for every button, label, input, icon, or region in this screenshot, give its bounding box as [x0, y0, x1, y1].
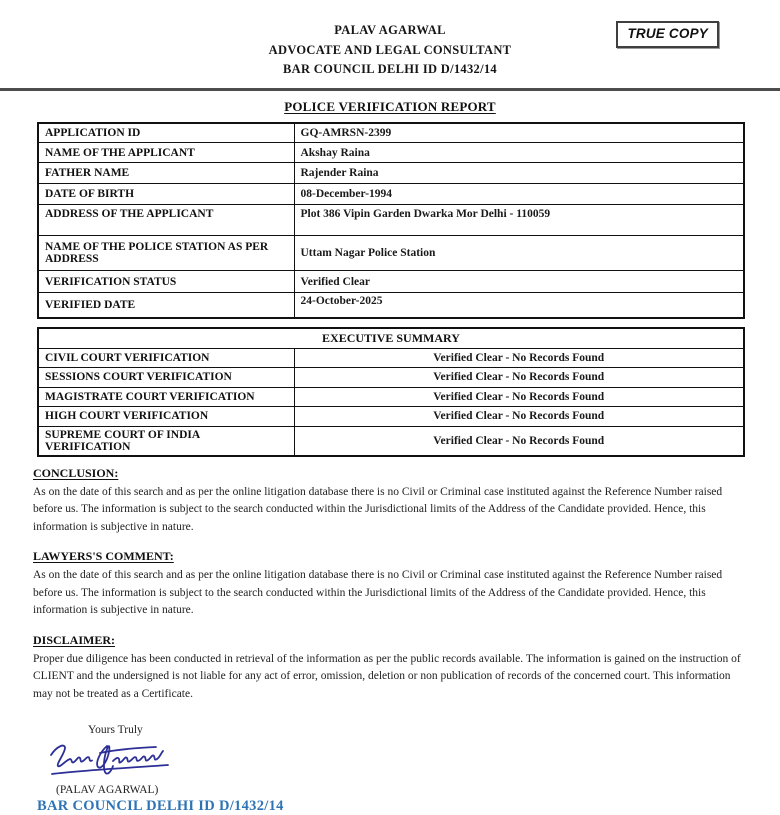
true-copy-stamp — [616, 21, 719, 48]
handwritten-signature-image — [44, 739, 176, 783]
row-value: Akshay Raina — [294, 143, 744, 163]
row-value: Plot 386 Vipin Garden Dwarka Mor Delhi - 110059 — [294, 205, 744, 236]
row-value: Rajender Raina — [294, 163, 744, 184]
executive-summary-title: EXECUTIVE SUMMARY — [38, 328, 744, 349]
document-title: POLICE VERIFICATION REPORT — [284, 98, 496, 114]
row-label: DATE OF BIRTH — [38, 184, 294, 205]
row-value: Verified Clear — [294, 271, 744, 293]
executive-summary-header-row — [38, 328, 744, 349]
row-label: NAME OF THE POLICE STATION AS PER ADDRESS — [38, 236, 294, 271]
row-label: ADDRESS OF THE APPLICANT — [38, 205, 294, 236]
row-label: FATHER NAME — [38, 163, 294, 184]
table-row — [38, 293, 744, 318]
advocate-bar-id: BAR COUNCIL DELHI ID D/1432/14 — [283, 62, 497, 76]
table-row — [38, 387, 744, 407]
row-value: Verified Clear - No Records Found — [294, 426, 744, 456]
table-row — [38, 426, 744, 456]
header-divider-rule — [0, 88, 780, 91]
closing-text: Yours Truly — [88, 724, 143, 736]
table-row — [38, 184, 744, 205]
table-row — [38, 271, 744, 293]
table-row — [38, 407, 744, 427]
row-label: APPLICATION ID — [38, 123, 294, 143]
lawyers-comment-heading: LAWYERS'S COMMENT: — [33, 549, 174, 563]
row-label: MAGISTRATE COURT VERIFICATION — [38, 387, 294, 407]
advocate-name: PALAV AGARWAL — [334, 23, 446, 37]
conclusion-heading: CONCLUSION: — [33, 465, 119, 480]
section-lawyers-comment — [33, 549, 749, 620]
row-value: 24-October-2025 — [294, 293, 744, 318]
disclaimer-body: Proper due diligence has been conducted in retrieval of the information as per the public records available. The information is gained on the instruction of CLIENT and the undersigned is not liable for any act of error, omission, deletion or non publication of records of the concerned court. This information may not be treated as a Certificate. — [33, 652, 741, 700]
executive-summary-table — [37, 327, 745, 457]
table-row — [38, 163, 744, 184]
table-row — [38, 236, 744, 271]
row-label: VERIFIED DATE — [38, 293, 294, 318]
signatory-name: (PALAV AGARWAL) — [56, 784, 159, 796]
row-value: Verified Clear - No Records Found — [294, 348, 744, 368]
row-label: CIVIL COURT VERIFICATION — [38, 348, 294, 368]
row-label: NAME OF THE APPLICANT — [38, 143, 294, 163]
row-value: Verified Clear - No Records Found — [294, 368, 744, 388]
row-value: Verified Clear - No Records Found — [294, 387, 744, 407]
table-row — [38, 348, 744, 368]
true-copy-stamp-label: TRUE COPY — [627, 26, 708, 41]
section-conclusion — [33, 466, 749, 537]
section-disclaimer — [33, 633, 749, 704]
row-value: Uttam Nagar Police Station — [294, 236, 744, 271]
row-value: GQ-AMRSN-2399 — [294, 123, 744, 143]
row-label: SESSIONS COURT VERIFICATION — [38, 368, 294, 388]
applicant-details-table — [37, 122, 745, 319]
row-label: VERIFICATION STATUS — [38, 271, 294, 293]
lawyers-comment-body: As on the date of this search and as per the online litigation database there is no Civil or Criminal case instituted against the Reference Number raised before us. The information is subject to the search conducted within the Jurisdictional limits of the Address of the Candidate provided. Hence, this information is subjective in nature. — [33, 569, 723, 616]
row-value: Verified Clear - No Records Found — [294, 407, 744, 427]
conclusion-body: As on the date of this search and as per the online litigation database there is no Civil or Criminal case instituted against the Reference Number raised before us. The information is subject to the search conducted within the Jurisdictional limits of the Address of the Candidate provided. Hence, this information is subjective in nature. — [33, 485, 723, 533]
row-label: SUPREME COURT OF INDIA VERIFICATION — [38, 426, 294, 456]
signatory-bar-id: BAR COUNCIL DELHI ID D/1432/14 — [37, 798, 284, 814]
table-row — [38, 205, 744, 236]
row-value: 08-December-1994 — [294, 184, 744, 205]
table-row — [38, 368, 744, 388]
table-row — [38, 123, 744, 143]
row-label: HIGH COURT VERIFICATION — [38, 407, 294, 427]
table-row — [38, 143, 744, 163]
disclaimer-heading: DISCLAIMER: — [33, 632, 116, 647]
advocate-title: ADVOCATE AND LEGAL CONSULTANT — [268, 42, 512, 57]
